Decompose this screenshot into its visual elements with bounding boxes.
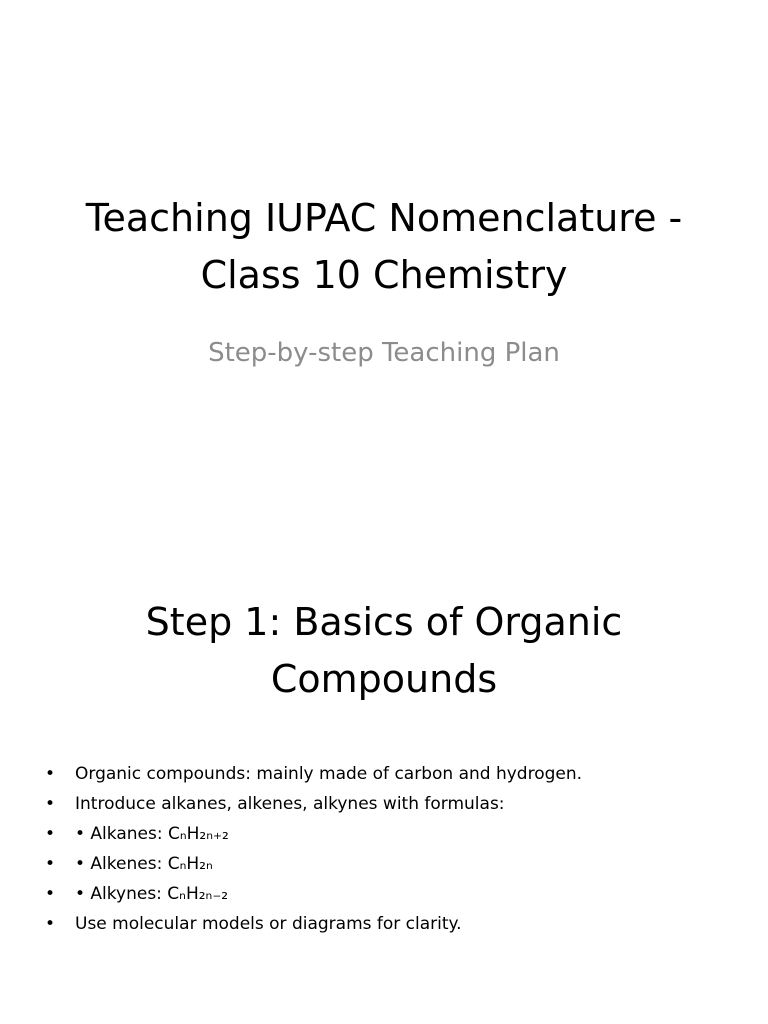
- bullet-marker: •: [44, 914, 56, 934]
- bullet-text: Use molecular models or diagrams for clarity.: [75, 914, 462, 934]
- slide-2-title: Step 1: Basics of Organic Compounds: [145, 600, 623, 701]
- list-item: [0, 819, 768, 849]
- slide-2: [0, 576, 768, 1024]
- bullet-marker: •: [44, 854, 56, 874]
- bullet-text: Introduce alkanes, alkenes, alkynes with formulas:: [75, 794, 505, 814]
- list-item: [0, 849, 768, 879]
- bullet-text: • Alkanes: CₙH₂ₙ₊₂: [75, 824, 229, 844]
- bullet-text: • Alkenes: CₙH₂ₙ: [75, 854, 213, 874]
- slide-1-subtitle: Step-by-step Teaching Plan: [208, 338, 560, 368]
- bullet-marker: •: [44, 824, 56, 844]
- list-item: [0, 879, 768, 909]
- bullet-list: [0, 759, 768, 939]
- bullet-marker: •: [44, 884, 56, 904]
- list-item: [0, 759, 768, 789]
- bullet-text: Organic compounds: mainly made of carbon and hydrogen.: [75, 764, 583, 784]
- slide-1-title: Teaching IUPAC Nomenclature - Class 10 Chemistry: [85, 196, 683, 297]
- bullet-text: • Alkynes: CₙH₂ₙ₋₂: [75, 884, 229, 904]
- list-item: [0, 789, 768, 819]
- bullet-marker: •: [44, 794, 56, 814]
- list-item: [0, 909, 768, 939]
- bullet-marker: •: [44, 764, 56, 784]
